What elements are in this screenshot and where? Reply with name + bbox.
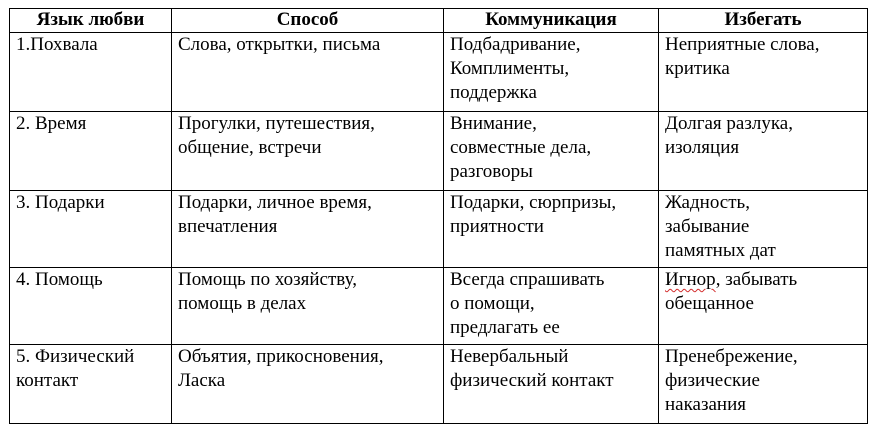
cell-line: Жадность, xyxy=(665,192,750,213)
cell-avoid xyxy=(659,33,868,112)
love-languages-table xyxy=(9,8,868,424)
cell-communication xyxy=(444,268,659,345)
cell-line: 5. Физический xyxy=(16,346,135,367)
cell-language xyxy=(10,268,172,345)
cell-line: совместные дела, xyxy=(450,137,592,158)
cell-line: Пренебрежение, xyxy=(665,346,798,367)
cell-line: 2. Время xyxy=(16,113,87,134)
cell-language xyxy=(10,191,172,268)
cell-line: впечатления xyxy=(178,216,278,237)
cell-line: Объятия, прикосновения, xyxy=(178,346,384,367)
cell-method xyxy=(172,268,444,345)
table-row xyxy=(10,191,868,268)
cell-line: физический контакт xyxy=(450,370,614,391)
cell-line: поддержка xyxy=(450,82,537,103)
table-row xyxy=(10,268,868,345)
table-row xyxy=(10,112,868,191)
cell-line: Ласка xyxy=(178,370,226,391)
cell-line: изоляция xyxy=(665,137,740,158)
cell-line: физические xyxy=(665,370,760,391)
cell-communication xyxy=(444,33,659,112)
cell-method xyxy=(172,191,444,268)
table-header-row xyxy=(10,9,868,33)
cell-line: Всегда спрашивать xyxy=(450,269,605,290)
cell-line xyxy=(665,268,861,292)
cell-line: 3. Подарки xyxy=(16,192,105,213)
cell-line: Прогулки, путешествия, xyxy=(178,113,375,134)
header-communication: Коммуникация xyxy=(444,9,659,33)
cell-language xyxy=(10,33,172,112)
cell-line: Неприятные слова, xyxy=(665,34,820,55)
cell-line-rest: , забывать xyxy=(715,269,798,290)
cell-communication xyxy=(444,112,659,191)
cell-line: помощь в делах xyxy=(178,293,307,314)
cell-line: забывание xyxy=(665,216,750,237)
cell-line: критика xyxy=(665,58,730,79)
table-row xyxy=(10,33,868,112)
header-method: Способ xyxy=(172,9,444,33)
cell-line: разговоры xyxy=(450,161,533,182)
cell-line: 4. Помощь xyxy=(16,269,103,290)
cell-communication xyxy=(444,191,659,268)
cell-line: предлагать ее xyxy=(450,317,560,338)
cell-method xyxy=(172,112,444,191)
cell-line: Подарки, личное время, xyxy=(178,192,372,213)
cell-line: Подарки, сюрпризы, xyxy=(450,192,617,213)
cell-line: Помощь по хозяйству, xyxy=(178,269,357,290)
cell-language xyxy=(10,112,172,191)
cell-line: о помощи, xyxy=(450,293,535,314)
cell-line: памятных дат xyxy=(665,240,776,261)
cell-communication xyxy=(444,345,659,424)
cell-language xyxy=(10,345,172,424)
cell-avoid xyxy=(659,191,868,268)
cell-line: Внимание, xyxy=(450,113,537,134)
cell-line: наказания xyxy=(665,394,746,415)
cell-method xyxy=(172,345,444,424)
header-avoid: Избегать xyxy=(659,9,868,33)
cell-method xyxy=(172,33,444,112)
cell-line: Слова, открытки, письма xyxy=(178,34,381,55)
cell-line: Невербальный xyxy=(450,346,569,367)
cell-avoid xyxy=(659,345,868,424)
cell-line: Комплименты, xyxy=(450,58,570,79)
cell-line: Подбадривание, xyxy=(450,34,581,55)
cell-line: контакт xyxy=(16,370,79,391)
cell-line: Долгая разлука, xyxy=(665,113,793,134)
spellcheck-word: Игнор xyxy=(665,269,716,290)
cell-line: 1.Похвала xyxy=(16,34,98,55)
cell-avoid xyxy=(659,268,868,345)
header-language: Язык любви xyxy=(10,9,172,33)
table-row xyxy=(10,345,868,424)
cell-line: обещанное xyxy=(665,293,754,314)
cell-line: приятности xyxy=(450,216,544,237)
cell-line: общение, встречи xyxy=(178,137,322,158)
cell-avoid xyxy=(659,112,868,191)
